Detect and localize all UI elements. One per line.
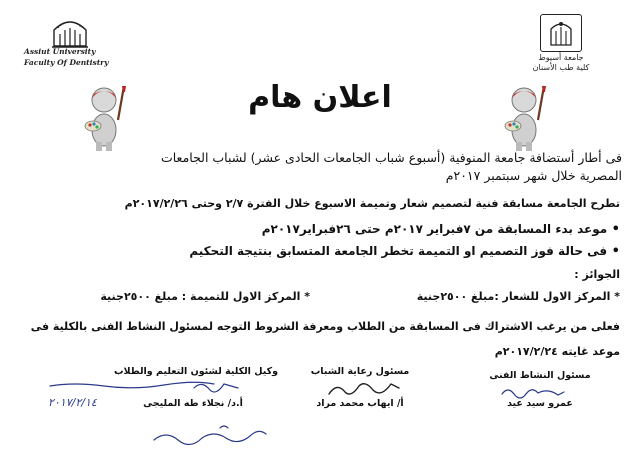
right-logo (540, 14, 582, 52)
closing-line-2: موعد غايته ٢٠١٧/٢/٢٤م (494, 345, 620, 358)
intro-line-1: فى أطار أستضافة جامعة المنوفية (أسبوع شباب الجامعات الحادى عشر) لشباب الجامعات (160, 150, 622, 165)
prize-logo (330, 290, 620, 303)
signature-role: وكيل الكلية لشئون التعليم والطلاب (113, 366, 279, 377)
signature-scribble (325, 378, 405, 400)
page-title: اعلان هام (248, 80, 392, 115)
bullet-item (20, 244, 620, 266)
signature-name: عمرو سيد عيد (507, 398, 573, 409)
bullet-dot-icon: • (607, 222, 620, 237)
prize-star-icon: * (610, 290, 620, 303)
university-seal-icon (48, 16, 92, 50)
left-logo-line1: Assiut University (24, 47, 96, 56)
signature-name: أ.د/ نجلاء طه المليجى (143, 398, 243, 409)
signature-role: مسئول رعاية الشباب (310, 366, 410, 377)
bullet-list (20, 222, 620, 266)
signature-name: أ/ ايهاب محمد مراد (316, 398, 404, 409)
faculty-seal-icon (541, 15, 581, 51)
right-logo-line2: كلية طب الأسنان (532, 63, 590, 72)
prize-logo-text: المركز الاول للشعار :مبلغ ٢٥٠٠جنية (416, 290, 611, 303)
bottom-signature-scribble (150, 424, 270, 450)
bullet-item-text: موعد بدء المسابقة من ٧فبراير ٢٠١٧م حتى ٢٦فبراير٢٠١٧م (261, 222, 608, 236)
bullet-item (20, 222, 620, 244)
announcement-text: تطرح الجامعة مسابقة فنية لتصميم شعار وتميمة الاسبوع خلال الفترة ٢/٧ وحتى ٢٠١٧/٢/٢٦م (124, 197, 620, 210)
painter-figure-right (504, 84, 554, 152)
bullet-dot-icon: • (607, 244, 620, 259)
prize-mascot (60, 290, 310, 303)
painter-figure-left (84, 84, 134, 152)
bullet-item-text: فى حالة فوز التصميم او التميمة تخطر الجامعة المتسابق بنتيجة التحكيم (189, 244, 608, 258)
left-logo (30, 16, 110, 76)
right-logo-line1: جامعة أسيوط (538, 53, 584, 62)
handwritten-date: ٢٠١٧/٢/١٤ (48, 396, 97, 409)
left-logo-line2: Faculty Of Dentistry (24, 58, 109, 67)
prize-mascot-text: المركز الاول للتميمة : مبلغ ٢٥٠٠جنية (100, 290, 301, 303)
signature-role: مسئول النشاط الفنى (489, 370, 591, 381)
prizes-heading: الجوائز : (574, 268, 620, 281)
prize-star-icon: * (300, 290, 310, 303)
closing-line-1: فعلى من يرغب الاشتراك فى المسابقة من الطلاب ومعرفة الشروط التوجه لمسئول النشاط الفنى بالكلية فى (30, 320, 620, 333)
intro-line-2: المصرية خلال شهر سبتمبر ٢٠١٧م (445, 168, 622, 183)
